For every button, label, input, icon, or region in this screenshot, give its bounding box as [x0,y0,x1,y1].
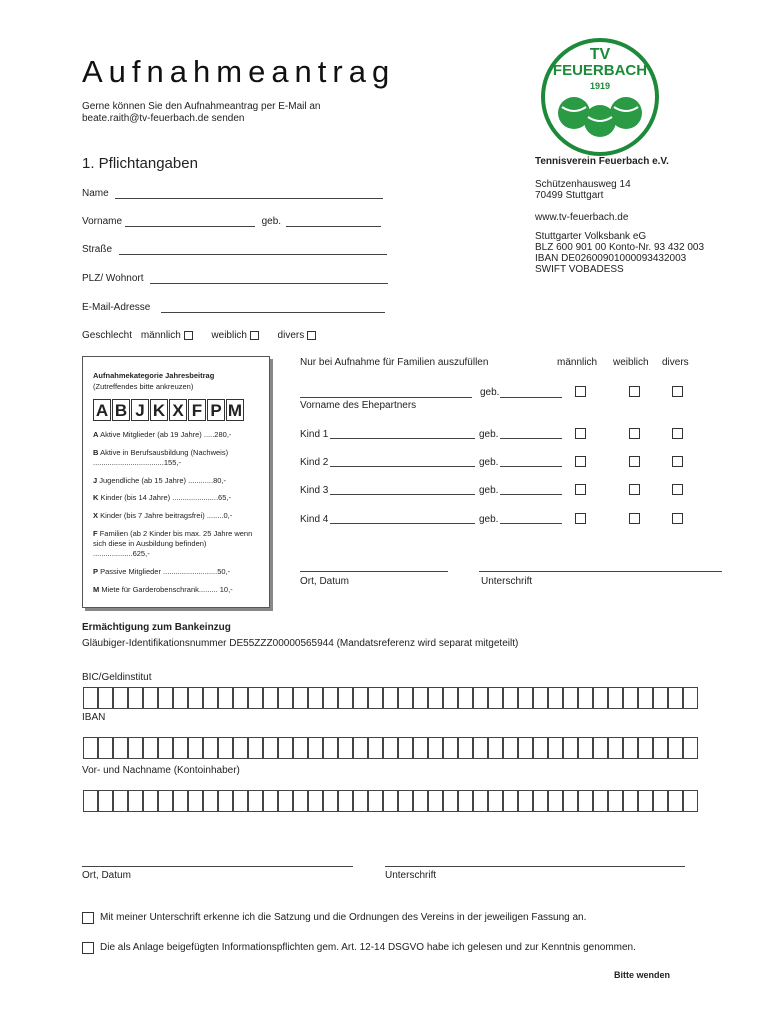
owner-grid[interactable] [83,790,698,812]
kind-2-divers-checkbox[interactable] [672,456,683,467]
grid-cell[interactable] [458,790,473,812]
grid-cell[interactable] [293,687,308,709]
name-field[interactable] [115,189,383,199]
grid-cell[interactable] [233,790,248,812]
grid-cell[interactable] [128,737,143,759]
grid-cell[interactable] [578,687,593,709]
grid-cell[interactable] [113,737,128,759]
grid-cell[interactable] [233,687,248,709]
grid-cell[interactable] [173,687,188,709]
grid-cell[interactable] [683,687,698,709]
grid-cell[interactable] [638,687,653,709]
grid-cell[interactable] [98,737,113,759]
kind-4-field[interactable] [330,523,475,524]
section-heading-pflichtangaben: 1. Pflichtangaben [82,155,198,172]
grid-cell[interactable] [578,790,593,812]
grid-cell[interactable] [143,737,158,759]
grid-cell[interactable] [278,790,293,812]
grid-cell[interactable] [563,737,578,759]
grid-cell[interactable] [668,687,683,709]
divers-checkbox[interactable] [307,331,316,340]
email-row [82,302,385,313]
name-label: Name [82,188,109,199]
kind-4-geb-field[interactable] [500,523,562,524]
bic-grid[interactable] [83,687,698,709]
club-iban: IBAN DE02600901000093432003 [535,253,687,264]
category-item: A Aktive Mitglieder (ab 19 Jahre) .....280,- [93,430,232,439]
grid-cell[interactable] [653,687,668,709]
grid-cell[interactable] [548,687,563,709]
email-field[interactable] [161,303,385,313]
grid-cell[interactable] [473,790,488,812]
grid-cell[interactable] [323,790,338,812]
kind-1-geb-field[interactable] [500,438,562,439]
plz-label: PLZ/ Wohnort [82,273,144,284]
category-box-k[interactable]: K [150,399,168,421]
divers-label: divers [277,330,305,341]
grid-cell[interactable] [398,687,413,709]
partner-label: Vorname des Ehepartners [300,400,417,411]
category-subtitle: (Zutreffendes bitte ankreuzen) [93,382,194,391]
kind-4-weiblich-checkbox[interactable] [629,513,640,524]
partner-name-field[interactable] [300,397,472,398]
category-item: M Miete für Garderobenschrank......... 10,- [93,585,233,594]
grid-cell[interactable] [248,790,263,812]
bank-heading: Ermächtigung zum Bankeinzug [82,622,231,633]
intro-line-1: Gerne können Sie den Aufnahmeantrag per E-Mail an [82,101,321,112]
grid-cell[interactable] [608,737,623,759]
col-divers: divers [662,357,689,368]
bank-ort-datum-label: Ort, Datum [82,870,131,881]
partner-weiblich-checkbox[interactable] [629,386,640,397]
strasse-label: Straße [82,244,113,255]
grid-cell[interactable] [158,737,173,759]
category-box-f[interactable]: F [188,399,206,421]
club-logo [540,37,660,157]
grid-cell[interactable] [518,737,533,759]
grid-cell[interactable] [548,737,563,759]
grid-cell[interactable] [233,737,248,759]
grid-cell[interactable] [533,687,548,709]
grid-cell[interactable] [218,790,233,812]
bic-label: BIC/Geldinstitut [82,672,152,683]
category-item: F Familien (ab 2 Kinder bis max. 25 Jahre wenn sich diese in Ausbildung befinden) ...................625,- [93,529,253,558]
kind-4-maennlich-checkbox[interactable] [575,513,586,524]
grid-cell[interactable] [278,687,293,709]
grid-cell[interactable] [413,790,428,812]
grid-cell[interactable] [548,790,563,812]
grid-cell[interactable] [323,687,338,709]
grid-cell[interactable] [593,790,608,812]
owner-label: Vor- und Nachname (Kontoinhaber) [82,765,240,776]
geb-label: geb. [261,216,282,227]
form-title: Aufnahmeantrag [82,54,396,89]
partner-geb-field[interactable] [500,397,562,398]
col-weiblich: weiblich [613,357,649,368]
category-box-p[interactable]: P [207,399,225,421]
grid-cell[interactable] [488,737,503,759]
grid-cell[interactable] [668,790,683,812]
intro-text [82,101,412,125]
club-blz: BLZ 600 901 00 Konto-Nr. 93 432 003 [535,242,705,253]
grid-cell[interactable] [263,790,278,812]
geschlecht-label: Geschlecht [82,330,133,341]
grid-cell[interactable] [368,687,383,709]
grid-cell[interactable] [98,687,113,709]
kind-3-geb-label: geb. [479,485,499,496]
grid-cell[interactable] [638,737,653,759]
bank-unterschrift-field[interactable] [385,866,685,867]
grid-cell[interactable] [218,687,233,709]
kind-2-label: Kind 2 [300,457,329,468]
grid-cell[interactable] [503,737,518,759]
strasse-field[interactable] [119,245,387,255]
grid-cell[interactable] [338,790,353,812]
grid-cell[interactable] [353,737,368,759]
partner-geb-label: geb. [480,387,500,398]
grid-cell[interactable] [578,737,593,759]
dsgvo-checkbox[interactable] [82,942,94,954]
vorname-label: Vorname [82,216,123,227]
club-name: Tennisverein Feuerbach e.V. [535,156,669,167]
kind-1-maennlich-checkbox[interactable] [575,428,586,439]
grid-cell[interactable] [533,790,548,812]
intro-line-2: beate.raith@tv-feuerbach.de senden [82,113,245,124]
partner-maennlich-checkbox[interactable] [575,386,586,397]
dsgvo-text: Die als Anlage beigefügten Informationspflichten gem. Art. 12-14 DSGVO habe ich gelesen und zur Kenntnis genommen. [100,942,636,953]
grid-cell[interactable] [413,687,428,709]
kind-1-label: Kind 1 [300,429,329,440]
category-panel [82,356,270,608]
grid-cell[interactable] [173,737,188,759]
grid-cell[interactable] [683,790,698,812]
grid-cell[interactable] [383,790,398,812]
grid-cell[interactable] [338,737,353,759]
grid-cell[interactable] [443,790,458,812]
family-heading: Nur bei Aufnahme für Familien auszufüllen [300,357,489,368]
logo-year: 1919 [589,81,611,91]
tennis-club-logo-icon [540,37,660,157]
grid-cell[interactable] [83,687,98,709]
plz-field[interactable] [150,274,388,284]
category-box-j[interactable]: J [131,399,149,421]
grid-cell[interactable] [323,737,338,759]
grid-cell[interactable] [398,790,413,812]
bank-ort-datum-field[interactable] [82,866,353,867]
family-unterschrift-field[interactable] [479,571,722,572]
kind-2-maennlich-checkbox[interactable] [575,456,586,467]
kind-1-geb-label: geb. [479,429,499,440]
grid-cell[interactable] [353,790,368,812]
weiblich-label: weiblich [211,330,247,341]
geburtsdatum-field[interactable] [286,217,381,227]
kind-2-geb-field[interactable] [500,466,562,467]
grid-cell[interactable] [623,790,638,812]
grid-cell[interactable] [503,687,518,709]
grid-cell[interactable] [668,737,683,759]
grid-cell[interactable] [308,790,323,812]
grid-cell[interactable] [443,687,458,709]
grid-cell[interactable] [203,790,218,812]
family-ort-datum-label: Ort, Datum [300,576,349,587]
category-item: B Aktive in Berufsausbildung (Nachweis) ..................................155,- [93,448,229,467]
club-city: 70499 Stuttgart [535,190,604,201]
vorname-field[interactable] [125,217,255,227]
grid-cell[interactable] [83,737,98,759]
kind-3-weiblich-checkbox[interactable] [629,484,640,495]
kind-3-maennlich-checkbox[interactable] [575,484,586,495]
kind-2-geb-label: geb. [479,457,499,468]
partner-divers-checkbox[interactable] [672,386,683,397]
grid-cell[interactable] [368,737,383,759]
grid-cell[interactable] [563,790,578,812]
weiblich-checkbox[interactable] [250,331,259,340]
category-box-b[interactable]: B [112,399,130,421]
col-maennlich: männlich [557,357,598,368]
family-unterschrift-label: Unterschrift [481,576,533,587]
category-item: J Jugendliche (ab 15 Jahre) ............80,- [93,476,227,485]
kind-1-weiblich-checkbox[interactable] [629,428,640,439]
grid-cell[interactable] [533,737,548,759]
grid-cell[interactable] [623,737,638,759]
grid-cell[interactable] [503,790,518,812]
grid-cell[interactable] [608,687,623,709]
iban-grid[interactable] [83,737,698,759]
grid-cell[interactable] [278,737,293,759]
grid-cell[interactable] [428,687,443,709]
geschlecht-row [82,330,316,341]
grid-cell[interactable] [188,687,203,709]
grid-cell[interactable] [353,687,368,709]
grid-cell[interactable] [128,687,143,709]
grid-cell[interactable] [608,790,623,812]
grid-cell[interactable] [338,687,353,709]
grid-cell[interactable] [683,737,698,759]
email-label: E-Mail-Adresse [82,302,151,313]
logo-text-name: FEUERBACH [552,62,648,79]
grid-cell[interactable] [593,737,608,759]
logo-text-tv: TV [589,46,611,63]
grid-cell[interactable] [218,737,233,759]
category-item: X Kinder (bis 7 Jahre beitragsfrei) ........0,- [93,511,233,520]
family-ort-datum-field[interactable] [300,571,448,572]
grid-cell[interactable] [518,687,533,709]
grid-cell[interactable] [428,790,443,812]
grid-cell[interactable] [83,790,98,812]
grid-cell[interactable] [263,687,278,709]
kind-2-weiblich-checkbox[interactable] [629,456,640,467]
grid-cell[interactable] [248,737,263,759]
kind-3-geb-field[interactable] [500,494,562,495]
name-row [82,188,383,199]
bank-unterschrift-label: Unterschrift [385,870,437,881]
glaeubiger-id: Gläubiger-Identifikationsnummer DE55ZZZ00000565944 (Mandatsreferenz wird separat mitgeteilt) [82,638,519,649]
bitte-wenden: Bitte wenden [614,970,671,980]
category-box-a[interactable]: A [93,399,111,421]
grid-cell[interactable] [488,687,503,709]
grid-cell[interactable] [623,687,638,709]
grid-cell[interactable] [638,790,653,812]
grid-cell[interactable] [488,790,503,812]
kind-3-field[interactable] [330,494,475,495]
grid-cell[interactable] [518,790,533,812]
plz-row [82,273,388,284]
vorname-row [82,216,381,227]
grid-cell[interactable] [113,790,128,812]
grid-cell[interactable] [203,737,218,759]
grid-cell[interactable] [653,737,668,759]
grid-cell[interactable] [158,790,173,812]
category-title: Aufnahmekategorie Jahresbeitrag [93,371,215,380]
kind-1-divers-checkbox[interactable] [672,428,683,439]
category-item: P Passive Mitglieder ..........................50,- [93,567,231,576]
grid-cell[interactable] [248,687,263,709]
grid-cell[interactable] [308,687,323,709]
grid-cell[interactable] [473,687,488,709]
kind-1-field[interactable] [330,438,475,439]
club-street: Schützenhausweg 14 [535,179,631,190]
category-box-x[interactable]: X [169,399,187,421]
grid-cell[interactable] [293,790,308,812]
grid-cell[interactable] [398,737,413,759]
grid-cell[interactable] [188,737,203,759]
grid-cell[interactable] [293,737,308,759]
club-info [535,156,735,275]
grid-cell[interactable] [173,790,188,812]
grid-cell[interactable] [653,790,668,812]
grid-cell[interactable] [188,790,203,812]
kind-4-geb-label: geb. [479,514,499,525]
grid-cell[interactable] [563,687,578,709]
satzung-text: Mit meiner Unterschrift erkenne ich die Satzung und die Ordnungen des Vereins in der jeweiligen Fassung an. [100,912,587,923]
kind-2-field[interactable] [330,466,475,467]
grid-cell[interactable] [383,687,398,709]
grid-cell[interactable] [113,687,128,709]
grid-cell[interactable] [143,790,158,812]
grid-cell[interactable] [158,687,173,709]
grid-cell[interactable] [473,737,488,759]
grid-cell[interactable] [368,790,383,812]
grid-cell[interactable] [458,737,473,759]
grid-cell[interactable] [413,737,428,759]
kind-3-label: Kind 3 [300,485,329,496]
grid-cell[interactable] [428,737,443,759]
category-item: K Kinder (bis 14 Jahre) ......................65,- [93,493,231,502]
grid-cell[interactable] [458,687,473,709]
maennlich-label: männlich [140,330,181,341]
kind-4-divers-checkbox[interactable] [672,513,683,524]
grid-cell[interactable] [308,737,323,759]
grid-cell[interactable] [143,687,158,709]
kind-3-divers-checkbox[interactable] [672,484,683,495]
iban-label: IBAN [82,712,106,723]
grid-cell[interactable] [383,737,398,759]
grid-cell[interactable] [593,687,608,709]
maennlich-checkbox[interactable] [184,331,193,340]
club-bank: Stuttgarter Volksbank eG [535,231,647,242]
category-box-m[interactable]: M [227,401,243,420]
grid-cell[interactable] [203,687,218,709]
grid-cell[interactable] [443,737,458,759]
grid-cell[interactable] [263,737,278,759]
satzung-checkbox[interactable] [82,912,94,924]
grid-cell[interactable] [98,790,113,812]
club-web: www.tv-feuerbach.de [535,212,629,223]
strasse-row [82,244,387,255]
club-swift: SWIFT VOBADESS [535,264,624,275]
kind-4-label: Kind 4 [300,514,329,525]
grid-cell[interactable] [128,790,143,812]
category-letter-boxes [93,399,245,421]
